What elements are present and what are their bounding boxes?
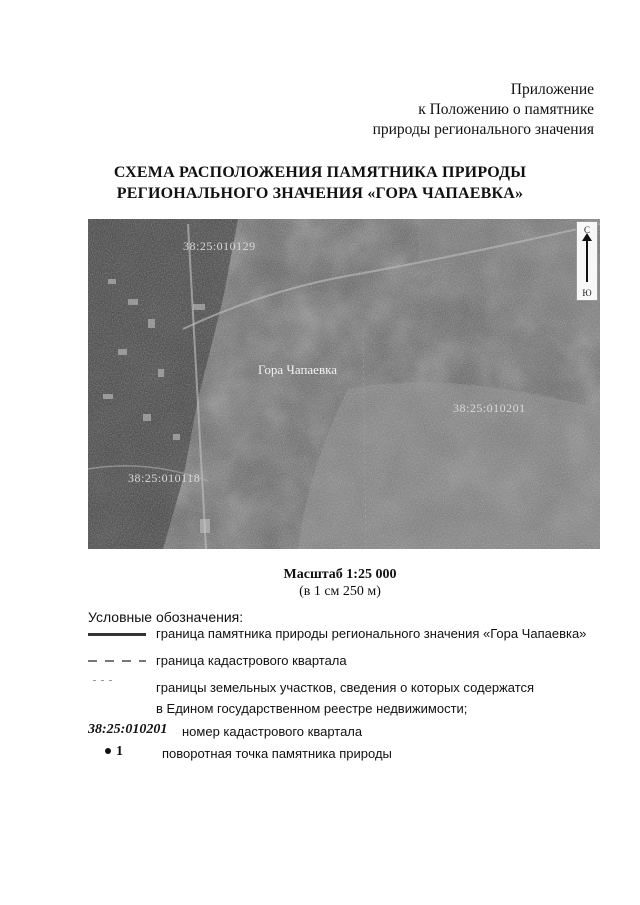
cadastral-boundary-icon — [88, 660, 146, 662]
legend-code-text: номер кадастрового квартала — [182, 724, 363, 739]
legend-boundary: граница памятника природы регионального значения «Гора Чапаевка» — [156, 626, 587, 641]
cadastral-label-010201: 38:25:010201 — [453, 401, 526, 415]
legend-title: Условные обозначения: — [88, 609, 244, 625]
scale-note: (в 1 см 250 м) — [299, 584, 381, 599]
scale-block — [0, 566, 640, 600]
title-line-2: РЕГИОНАЛЬНОГО ЗНАЧЕНИЯ «ГОРА ЧАПАЕВКА» — [116, 185, 524, 202]
compass-axis — [586, 238, 588, 282]
appendix-line-1: Приложение — [510, 81, 594, 98]
parcel-boundary-icon — [93, 680, 113, 681]
appendix-line-2: к Положению о памятнике — [418, 101, 594, 118]
boundary-line-icon — [88, 633, 146, 636]
appendix-header — [373, 80, 594, 140]
cadastral-label-010118: 38:25:010118 — [128, 471, 201, 485]
scale-label: Масштаб 1:25 000 — [283, 567, 397, 582]
legend-parcels-line-2: в Едином государственном реестре недвижимости; — [156, 701, 468, 716]
compass-south-label: Ю — [582, 288, 592, 298]
map-imagery — [88, 219, 600, 549]
satellite-map — [88, 219, 600, 549]
legend-point-number: 1 — [116, 744, 123, 759]
cadastral-label-010129: 38:25:010129 — [183, 239, 256, 253]
legend-cadastral-boundary: граница кадастрового квартала — [156, 653, 347, 668]
point-marker-icon — [105, 748, 111, 754]
title-line-1: СХЕМА РАСПОЛОЖЕНИЯ ПАМЯТНИКА ПРИРОДЫ — [113, 164, 527, 181]
compass-north-label: С — [583, 225, 590, 235]
document-title — [0, 162, 640, 204]
appendix-line-3: природы регионального значения — [372, 121, 594, 138]
place-label: Гора Чапаевка — [258, 362, 337, 377]
legend-parcels-line-1: границы земельных участков, сведения о которых содержатся — [156, 680, 535, 695]
legend-code-example: 38:25:010201 — [88, 722, 168, 737]
north-arrow — [576, 221, 598, 301]
legend-point-text: поворотная точка памятника природы — [162, 746, 392, 761]
